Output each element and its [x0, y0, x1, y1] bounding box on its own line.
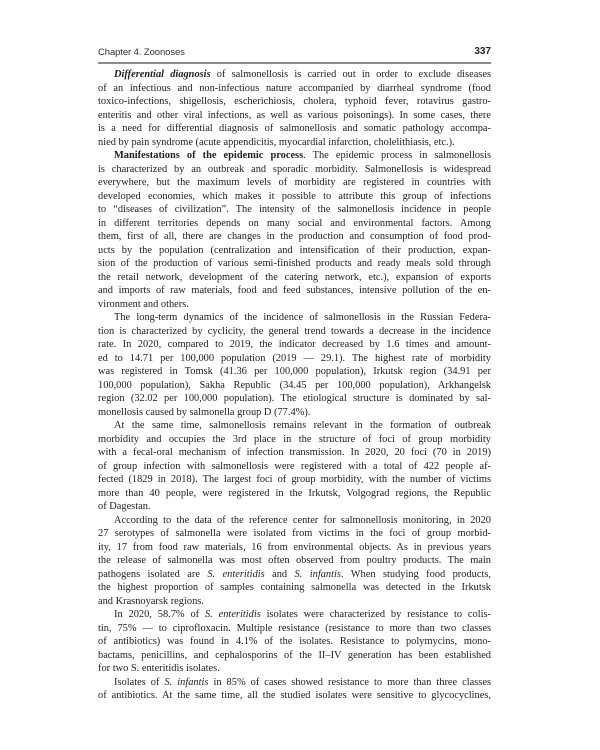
- text-run: rate. In 2020, compared to 2019, the indicator decreased by 1.6 times and amount-: [98, 339, 491, 350]
- text-line: [98, 676, 491, 690]
- text-line: [98, 622, 491, 636]
- text-run: of group infection with salmonellosis were registered with a total of 422 people af-: [98, 460, 491, 472]
- line-content: [114, 311, 491, 325]
- line-content: [98, 460, 491, 474]
- line-content: [98, 487, 491, 501]
- text-run: is a need for differential diagnosis of salmonellosis and somatic pathology accompa-: [98, 123, 491, 134]
- italic-term: S. enteritidis: [204, 609, 261, 620]
- text-line: [98, 460, 491, 474]
- text-run: the retail network, development of the catering network, etc.), expansion of exports: [98, 271, 491, 283]
- line-content: [98, 190, 491, 204]
- running-header: [98, 45, 491, 61]
- line-content: [98, 352, 491, 366]
- line-content: [98, 109, 491, 123]
- text-line: [98, 230, 491, 244]
- text-run: for two S. enteritidis isolates.: [98, 663, 220, 674]
- line-content: [98, 298, 189, 312]
- text-run: developed economies, which makes it possible to attribute this group of infections: [98, 190, 491, 202]
- line-content: [98, 379, 491, 393]
- line-content: [98, 217, 491, 231]
- text-line: [98, 352, 491, 366]
- text-run: monellosis caused by salmonella group D (77.4%).: [98, 406, 311, 418]
- text-line: [98, 473, 491, 487]
- text-line: [98, 419, 491, 433]
- text-run: vironment and others.: [98, 298, 189, 310]
- line-content: [98, 622, 491, 636]
- paragraph: [98, 419, 491, 514]
- text-run: of antibiotics. At the same time, all the studied isolates were sensitive to glycocyclines,: [98, 690, 491, 701]
- text-line: [98, 176, 491, 190]
- text-line: [98, 527, 491, 541]
- paragraph: [98, 608, 491, 676]
- line-content: [98, 635, 491, 649]
- line-content: [98, 257, 491, 271]
- italic-term: S. enteritidis: [207, 568, 265, 580]
- text-line: [98, 392, 491, 406]
- line-content: [98, 541, 491, 555]
- text-line: [98, 217, 491, 231]
- text-line: [98, 325, 491, 339]
- line-content: [98, 95, 491, 109]
- text-run: toxico-infections, shigellosis, escherichiosis, cholera, typhoid fever, rotavirus gastro-: [98, 96, 491, 107]
- text-line: [98, 541, 491, 555]
- text-line: [98, 68, 491, 82]
- text-line: [98, 203, 491, 217]
- text-line: [98, 163, 491, 177]
- text-line: [98, 257, 491, 271]
- line-content: [98, 176, 491, 190]
- text-run: everywhere, but the maximum levels of morbidity are registered in countries with: [98, 177, 491, 188]
- text-run: sion of the production of various semi-finished products and ready meals sold through: [98, 258, 491, 269]
- line-content: [98, 595, 204, 609]
- text-line: [98, 433, 491, 447]
- line-content: [98, 392, 491, 406]
- line-content: [98, 689, 491, 703]
- line-content: [98, 365, 491, 379]
- text-line: [98, 635, 491, 649]
- page-number: 337: [474, 46, 491, 57]
- italic-term: S. infantis: [164, 676, 209, 688]
- text-run: 100,000 population), Sakha Republic (34.45 per 100,000 population), Arkhangelsk: [98, 379, 491, 391]
- line-content: [98, 433, 491, 447]
- text-line: [98, 595, 491, 609]
- text-line: [98, 554, 491, 568]
- text-line: [98, 689, 491, 703]
- text-line: [98, 581, 491, 595]
- text-line: [98, 379, 491, 393]
- text-run: in different territories depends on many social and environmental factors. Among: [98, 217, 491, 229]
- text-line: [98, 500, 491, 514]
- text-line: [98, 95, 491, 109]
- line-content: [98, 203, 491, 217]
- text-run: fected (1829 in 2018). The largest foci of group morbidity, with the number of victims: [98, 474, 491, 485]
- line-content: [98, 122, 491, 136]
- text-run: The long-term dynamics of the incidence of salmonellosis in the Russian Federa-: [114, 312, 491, 323]
- text-run: . When studying food products,: [340, 568, 491, 580]
- text-run: tion is characterized by cyclicity, the general trend towards a decrease in the incidence: [98, 325, 491, 337]
- text-run: and imports of raw materials, food and feed substances, intensive pollution of the en-: [98, 285, 491, 296]
- text-line: [98, 365, 491, 379]
- text-run: in 85% of cases showed resistance to more than three classes: [208, 676, 491, 688]
- line-content: [98, 500, 151, 514]
- text-run: pathogens isolated are: [98, 568, 208, 580]
- text-run: . The epidemic process in salmonellosis: [303, 150, 492, 161]
- line-content: [98, 284, 491, 298]
- text-run: morbidity and occupies the 3rd place in the structure of foci of group morbidity: [98, 433, 491, 445]
- text-line: [98, 406, 491, 420]
- text-line: [98, 271, 491, 285]
- text-line: [98, 109, 491, 123]
- text-run: nied by pain syndrome (acute appendicitis, myocardial infarction, cholelithiasis, etc.).: [98, 136, 455, 148]
- text-line: [98, 284, 491, 298]
- line-content: [98, 554, 491, 568]
- paragraph: [98, 149, 491, 311]
- text-run: the highest proportion of samples containing salmonella was detected in the Irkutsk: [98, 582, 491, 593]
- line-content: [98, 163, 491, 177]
- text-line: [98, 244, 491, 258]
- header-rule: [98, 62, 491, 64]
- text-line: [98, 487, 491, 501]
- text-run: bactams, penicillins, and cephalosporins of the II–IV generation has been established: [98, 649, 491, 661]
- text-run: is characterized by an outbreak and sporadic morbidity. Salmonellosis is widespread: [98, 163, 491, 175]
- line-content: [98, 244, 491, 258]
- text-run: tin, 75% — to ciprofloxacin. Multiple resistance (resistance to more than two classes: [98, 622, 491, 634]
- text-run: ity, 17 from food raw materials, 16 from environmental objects. As in previous years: [98, 541, 491, 553]
- paragraph: [98, 514, 491, 609]
- text-line: [98, 122, 491, 136]
- line-content: [98, 325, 491, 339]
- text-line: [98, 149, 491, 163]
- text-run: enteritis and other viral infections, as well as various poisonings). In some cases, there: [98, 109, 491, 121]
- bold-heading: Differential diagnosis: [114, 69, 211, 80]
- text-line: [98, 662, 491, 676]
- bold-heading: Manifestations of the epidemic process: [114, 150, 304, 161]
- line-content: [114, 149, 491, 163]
- text-run: of an infectious and non-infectious nature accompanied by diarrheal syndrome (food: [98, 82, 491, 94]
- text-run: the release of salmonella was most often observed from poultry products. The main: [98, 555, 491, 566]
- line-content: [98, 473, 491, 487]
- text-line: [98, 298, 491, 312]
- line-content: [98, 662, 220, 676]
- line-content: [98, 527, 491, 541]
- line-content: [98, 406, 310, 420]
- text-run: 27 serotypes of salmonella were isolated from victims in the foci of group morbid-: [98, 528, 491, 539]
- text-line: [98, 514, 491, 528]
- text-run: more than 40 people, were registered in the Irkutsk, Volgograd regions, the Republic: [98, 487, 491, 499]
- text-run: was registered in Tomsk (41.36 per 100,000 population), Irkutsk region (34.91 per: [98, 366, 491, 377]
- text-run: According to the data of the reference center for salmonellosis monitoring, in 2020: [114, 514, 491, 526]
- text-line: [98, 608, 491, 622]
- text-run: to “diseases of civilization”. The intensity of the salmonellosis incidence in people: [98, 204, 491, 215]
- text-line: [98, 190, 491, 204]
- text-run: region (32.02 per 100,000 population). The etiological structure is dominated by sal-: [98, 393, 491, 404]
- line-content: [114, 514, 491, 528]
- text-run: with a fecal-oral mechanism of infection transmission. In 2020, 20 foci (70 in 2019): [98, 447, 491, 458]
- body-text: [98, 68, 491, 703]
- text-run: In 2020, 58.7% of: [114, 609, 205, 620]
- text-line: [98, 311, 491, 325]
- text-line: [98, 338, 491, 352]
- text-run: At the same time, salmonellosis remains relevant in the formation of outbreak: [114, 420, 491, 431]
- text-run: of antibiotics) was found in 4.1% of the isolates. Resistance to polymycins, mono-: [98, 636, 491, 647]
- line-content: [114, 68, 491, 82]
- line-content: [98, 568, 491, 582]
- line-content: [114, 608, 491, 622]
- paragraph: [98, 311, 491, 419]
- paragraph: [98, 676, 491, 703]
- line-content: [114, 676, 491, 690]
- line-content: [98, 338, 491, 352]
- text-run: isolates were characterized by resistance to colis-: [260, 609, 492, 620]
- text-run: ucts by the population (centralization and intensification of their production, expan-: [98, 244, 491, 256]
- text-line: [98, 136, 491, 150]
- line-content: [98, 649, 491, 663]
- text-run: them, first of all, there are changes in the production and consumption of food prod-: [98, 231, 491, 242]
- line-content: [98, 446, 491, 460]
- text-run: Isolates of: [114, 676, 165, 688]
- text-line: [98, 568, 491, 582]
- text-run: ed to 14.71 per 100,000 population (2019 — 29.1). The highest rate of morbidity: [98, 352, 491, 364]
- chapter-title: Chapter 4. Zoonoses: [98, 47, 185, 58]
- line-content: [98, 230, 491, 244]
- paragraph: [98, 68, 491, 149]
- text-run: of Dagestan.: [98, 501, 151, 512]
- text-run: of salmonellosis is carried out in order to exclude diseases: [210, 69, 491, 80]
- line-content: [98, 271, 491, 285]
- text-run: and Krasnoyarsk regions.: [98, 595, 204, 607]
- italic-term: S. infantis: [294, 568, 341, 580]
- line-content: [98, 82, 491, 96]
- text-run: and: [264, 568, 295, 580]
- text-line: [98, 649, 491, 663]
- text-line: [98, 82, 491, 96]
- line-content: [98, 581, 491, 595]
- line-content: [114, 419, 491, 433]
- line-content: [98, 136, 455, 150]
- text-line: [98, 446, 491, 460]
